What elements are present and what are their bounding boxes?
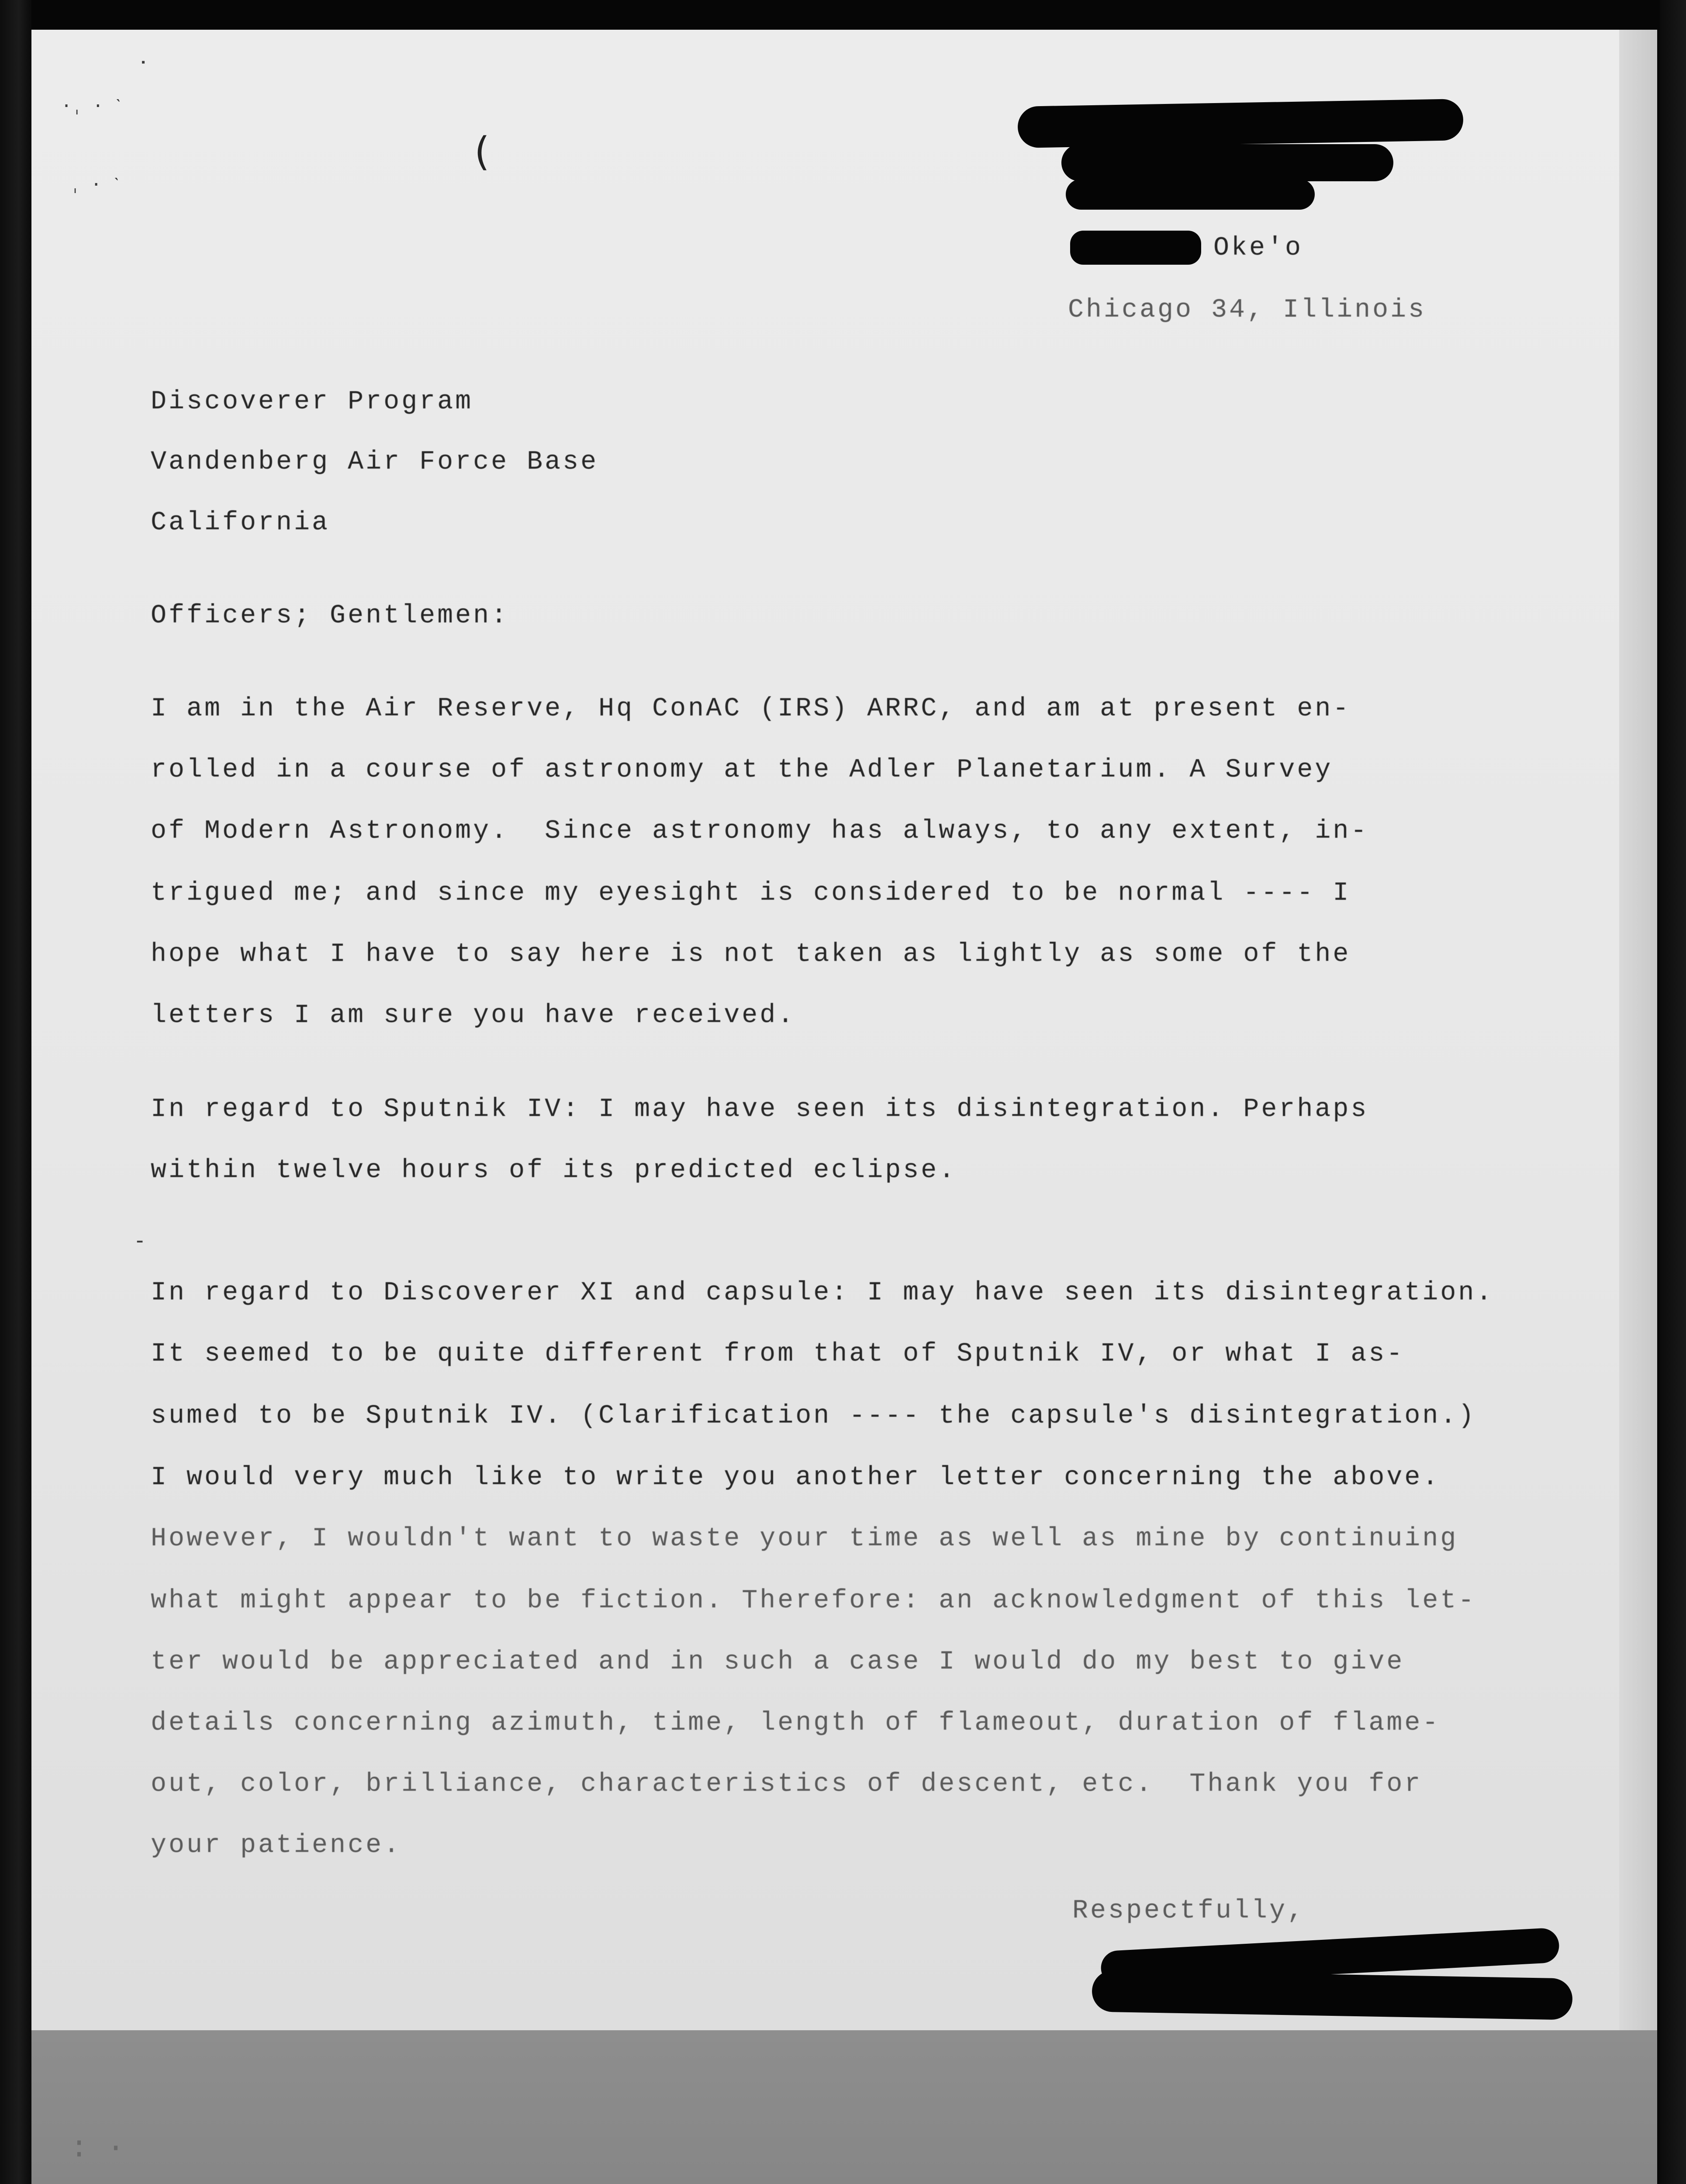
salutation: Officers; Gentlemen: xyxy=(151,601,509,631)
body-line: your patience. xyxy=(151,1831,402,1860)
stray-mark: ·ˌ · ˋ xyxy=(61,96,124,116)
stray-mark: ˙ xyxy=(135,57,152,87)
stray-mark: : · xyxy=(70,2132,125,2166)
recipient-line: Vandenberg Air Force Base xyxy=(151,447,599,477)
film-border-right xyxy=(1660,0,1686,2184)
body-line: rolled in a course of astronomy at the Adler Planetarium. A Survey xyxy=(151,755,1333,785)
stray-mark: ˌ · ˋ xyxy=(70,175,123,195)
body-line: It seemed to be quite different from that of Sputnik IV, or what I as- xyxy=(151,1339,1405,1369)
body-line: within twelve hours of its predicted eclipse. xyxy=(151,1156,957,1185)
return-address-street: Oke'o xyxy=(1213,233,1303,263)
redaction-bar xyxy=(1070,231,1201,265)
body-line: what might appear to be fiction. Therefore: an acknowledgment of this let- xyxy=(151,1586,1476,1616)
body-line: sumed to be Sputnik IV. (Clarification ---- the capsule's disintegration.) xyxy=(151,1401,1476,1431)
signature-redaction xyxy=(1092,1970,1572,2020)
return-address-city: Chicago 34, Illinois xyxy=(1068,295,1427,325)
redaction-bar xyxy=(1017,99,1464,148)
body-line: However, I wouldn't want to waste your time as well as mine by continuing xyxy=(151,1524,1458,1554)
recipient-line: Discoverer Program xyxy=(151,387,473,417)
recipient-line: California xyxy=(151,508,330,538)
stray-mark: ( xyxy=(470,129,494,175)
body-line: hope what I have to say here is not taken as lightly as some of the xyxy=(151,940,1351,969)
closing: Respectfully, xyxy=(1072,1896,1306,1926)
body-line: ter would be appreciated and in such a case I would do my best to give xyxy=(151,1647,1405,1677)
body-line: trigued me; and since my eyesight is considered to be normal ---- I xyxy=(151,878,1351,908)
stray-mark: - xyxy=(133,1227,147,1253)
page-edge-strip xyxy=(1619,30,1657,2030)
redaction-bar xyxy=(1061,144,1393,181)
body-line: In regard to Discoverer XI and capsule: I may have seen its disintegration. xyxy=(151,1278,1494,1308)
film-border-left xyxy=(0,0,31,2184)
body-line: In regard to Sputnik IV: I may have seen its disintegration. Perhaps xyxy=(151,1095,1369,1124)
body-line: of Modern Astronomy. Since astronomy has always, to any extent, in- xyxy=(151,816,1369,846)
body-line: letters I am sure you have received. xyxy=(151,1001,796,1030)
body-line: I am in the Air Reserve, Hq ConAC (IRS) ARRC, and am at present en- xyxy=(151,694,1351,724)
redaction-bar xyxy=(1066,179,1315,210)
microfilm-background xyxy=(31,2030,1657,2184)
body-line: I would very much like to write you another letter concerning the above. xyxy=(151,1463,1441,1493)
body-line: out, color, brilliance, characteristics of descent, etc. Thank you for xyxy=(151,1769,1423,1799)
body-line: details concerning azimuth, time, length of flameout, duration of flame- xyxy=(151,1708,1441,1738)
